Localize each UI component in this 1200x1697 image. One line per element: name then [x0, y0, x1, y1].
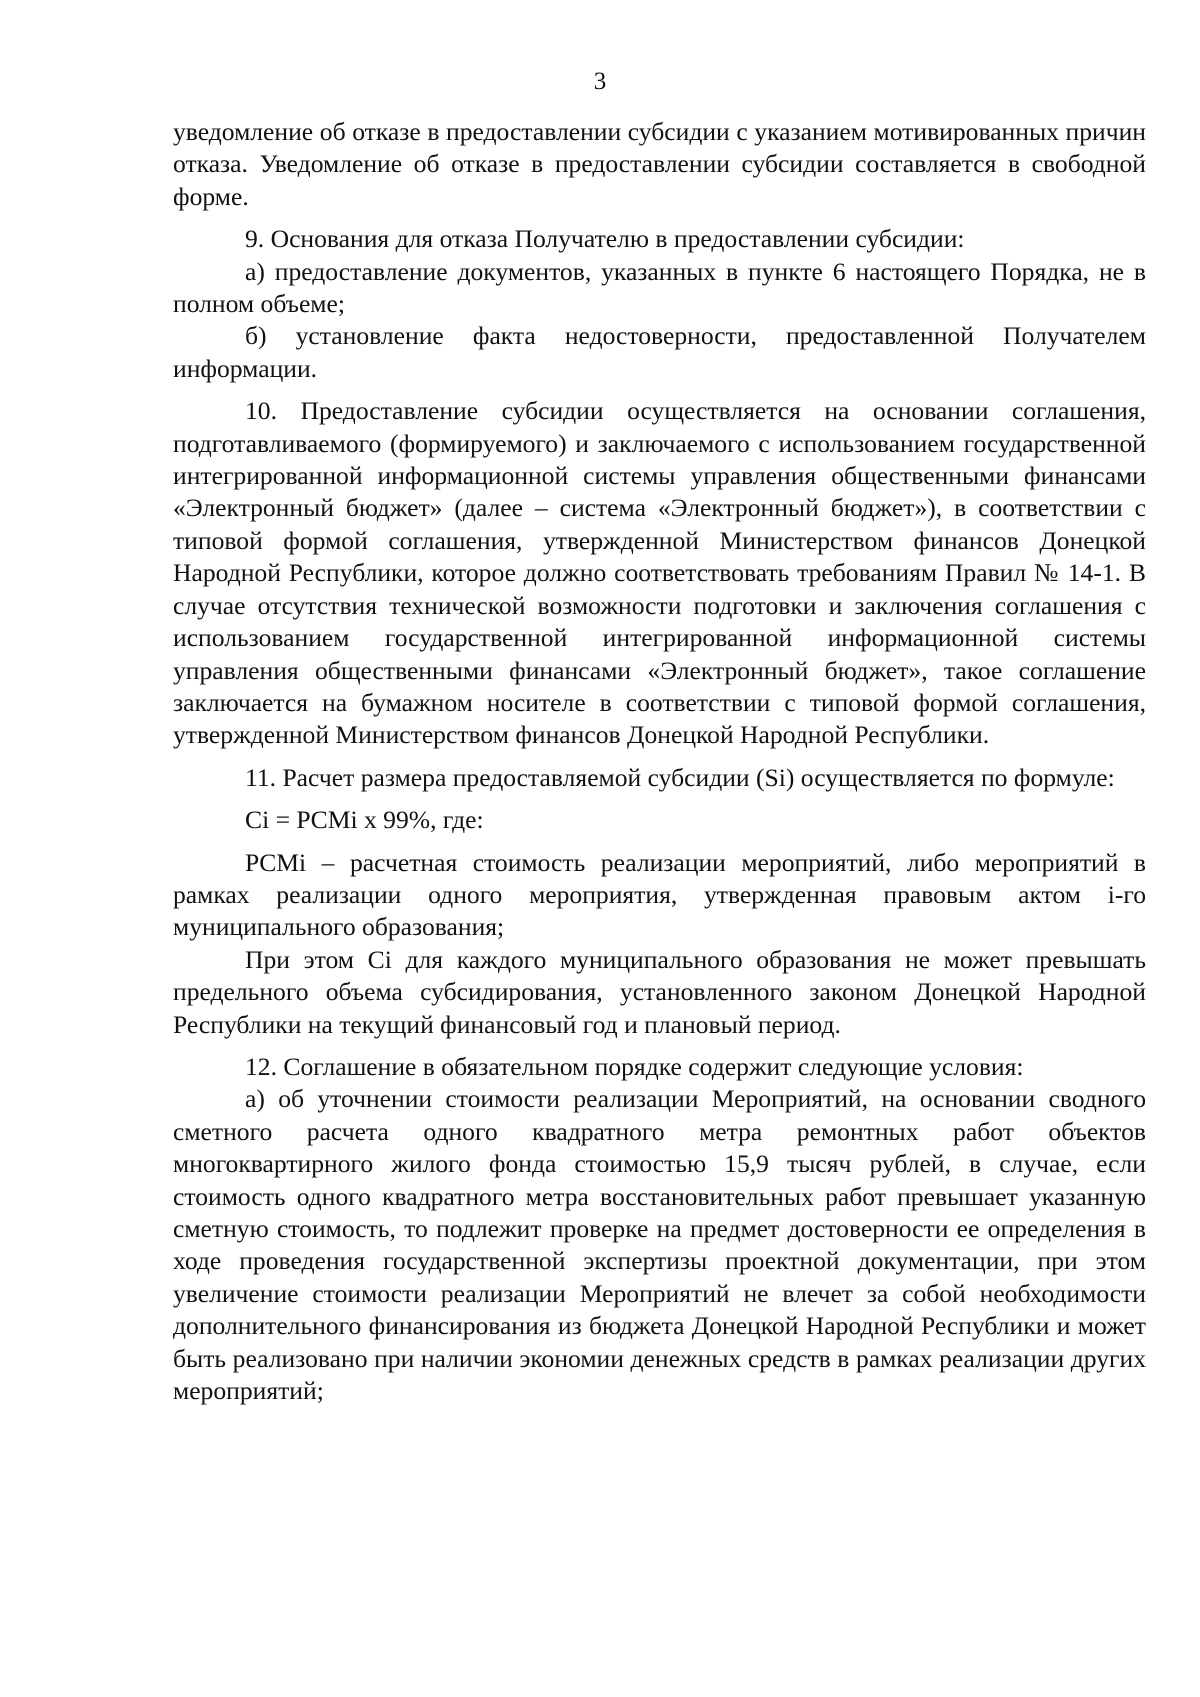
formula-line: Ci = PCMi x 99%, где:	[245, 805, 484, 835]
page-number: 3	[593, 68, 607, 95]
paragraph-12-conditions: 12. Соглашение в обязательном порядке содержит следующие условия:	[245, 1051, 1024, 1081]
paragraph-9a: а) предоставление документов, указанных в пункте 6 настоящего Порядка, не в полном объеме;	[173, 256, 1146, 319]
paragraph-10-agreement: 10. Предоставление субсидии осуществляется на основании соглашения, подготавливаемого (формируемого) и заключаемого с использованием государственной интегрированной информационной системы управления общественными финансами «Электронный бюджет» (далее – система «Электронный бюджет»), в соответствии с типовой формой соглашения, утвержденной Министерством финансов Донецкой Народной Республики, которое должно соответствовать требованиям Правил № 14-1. В случае отсутствия технической возможности подготовки и заключения соглашения с использованием государственной интегрированной информационной системы управления общественными финансами «Электронный бюджет», такое соглашение заключается на бумажном носителе в соответствии с типовой формой соглашения, утвержденной Министерством финансов Донецкой Народной Республики.	[173, 396, 1146, 750]
paragraph-9b: б) установление факта недостоверности, предоставленной Получателем информации.	[173, 321, 1146, 383]
paragraph-notice-continuation: уведомление об отказе в предоставлении субсидии с указанием мотивированных причин отказа. Уведомление об отказе в предоставлении субсидии составляется в свободной форме.	[173, 117, 1146, 211]
paragraph-11-calculation: 11. Расчет размера предоставляемой субсидии (Si) осуществляется по формуле:	[245, 762, 1115, 792]
paragraph-12a: а) об уточнении стоимости реализации Мероприятий, на основании сводного сметного расчета одного квадратного метра ремонтных работ объектов многоквартирного жилого фонда стоимостью 15,9 тысяч рублей, в случае, если стоимость одного квадратного метра восстановительных работ превышает указанную сметную стоимость, то подлежит проверке на предмет достоверности ее определения в ходе проведения государственной экспертизы проектной документации, при этом увеличение стоимости реализации Мероприятий не влечет за собой необходимости дополнительного финансирования из бюджета Донецкой Народной Республики и может быть реализовано при наличии экономии денежных средств в рамках реализации других мероприятий;	[173, 1084, 1146, 1406]
paragraph-subsidy-limit: При этом Ci для каждого муниципального образования не может превышать предельного объема субсидирования, установленного законом Донецкой Народной Республики на текущий финансовый год и плановый период.	[173, 944, 1146, 1039]
paragraph-pcmi-definition: PCMi – расчетная стоимость реализации мероприятий, либо мероприятий в рамках реализации одного мероприятия, утвержденная правовым актом i-го муниципального образования;	[173, 847, 1146, 942]
document-body	[173, 116, 1146, 1407]
paragraph-9-refusal-grounds: 9. Основания для отказа Получателю в предоставлении субсидии:	[245, 224, 965, 254]
